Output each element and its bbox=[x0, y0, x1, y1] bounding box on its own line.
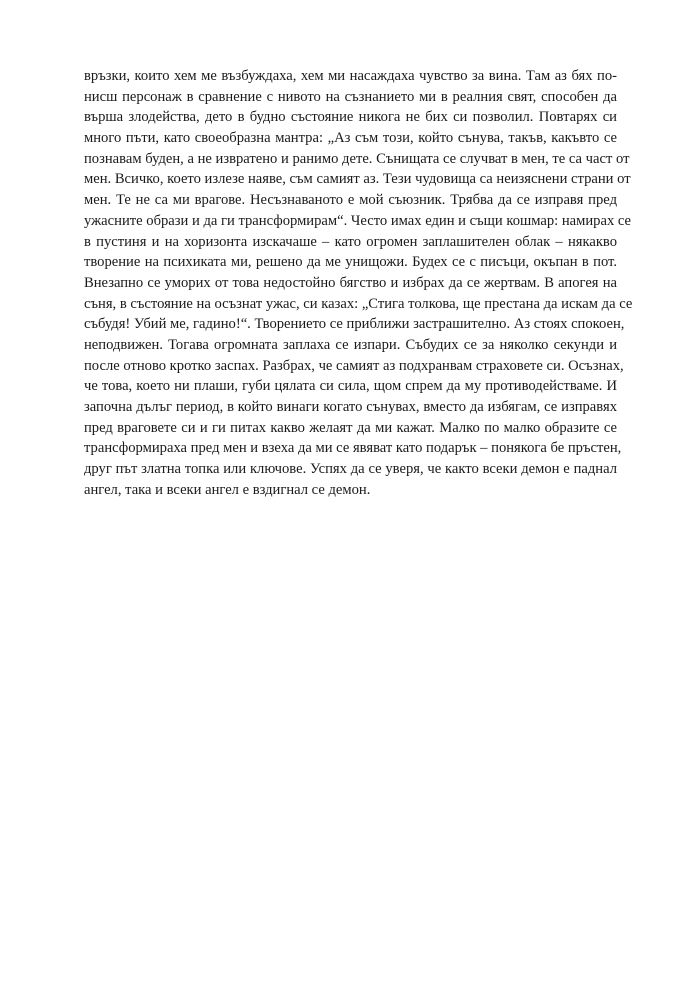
text-line: друг път златна топка или ключове. Успях да се уверя, че както всеки демон е паднал bbox=[84, 461, 617, 478]
text-line: нисш персонаж в сравнение с нивото на съзнанието ми в реалния свят, способен да bbox=[84, 88, 617, 105]
text-line: започна дълъг период, в който винаги когато сънувах, вместо да избягам, се изправях bbox=[84, 399, 617, 415]
text-line: ужасните образи и да ги трансформирам“. Често имах един и същи кошмар: намирах се bbox=[84, 212, 632, 229]
text-line: ангел, така и всеки ангел е вздигнал се демон. bbox=[84, 481, 371, 498]
text-line: пред враговете си и ги питах какво желаят да ми кажат. Малко по малко образите се bbox=[84, 419, 617, 436]
text-line: познавам буден, а не извратено и ранимо дете. Сънищата се случват в мен, те са част от bbox=[84, 150, 630, 167]
text-line: че това, което ни плаши, губи цялата си сила, щом спрем да му противодействаме. И bbox=[84, 378, 617, 395]
text-line: върша злодейства, дето в будно състояние никога не бих си позволил. Повтарях си bbox=[84, 109, 617, 126]
text-line: Внезапно се уморих от това недостойно бягство и избрах да се жертвам. В апогея на bbox=[84, 274, 617, 291]
text-line: много пъти, като своеобразна мантра: „Аз съм този, който сънува, такъв, какъвто се bbox=[84, 130, 617, 147]
text-line: мен. Всичко, което излезе наяве, съм самият аз. Тези чудовища са неизяснени страни от bbox=[84, 171, 631, 188]
body-paragraph bbox=[84, 66, 633, 500]
text-line: събудя! Убий ме, гадино!“. Творението се приближи застрашително. Аз стоях спокоен, bbox=[84, 316, 625, 333]
text-line: трансформираха пред мен и взеха да ми се явяват като подарък – понякога бе пръстен, bbox=[84, 440, 622, 457]
text-line: творение на психиката ми, решено да ме унищожи. Будех се с писъци, окъпан в пот. bbox=[84, 254, 617, 271]
text-line: мен. Те не са ми врагове. Несъзнаваното е мой съюзник. Трябва да се изправя пред bbox=[84, 192, 617, 209]
text-line: съня, в състояние на осъзнат ужас, си казах: „Стига толкова, ще престана да искам да се bbox=[84, 295, 633, 312]
text-line: връзки, които хем ме възбуждаха, хем ми насаждаха чувство за вина. Там аз бях по- bbox=[84, 68, 617, 84]
text-line: после отново кротко заспах. Разбрах, че самият аз подхранвам страховете си. Осъзнах, bbox=[84, 357, 624, 374]
text-line: в пустиня и на хоризонта изскачаше – като огромен заплашителен облак – някакво bbox=[84, 233, 617, 250]
text-line: неподвижен. Тогава огромната заплаха се изпари. Събудих се за няколко секунди и bbox=[84, 336, 617, 353]
